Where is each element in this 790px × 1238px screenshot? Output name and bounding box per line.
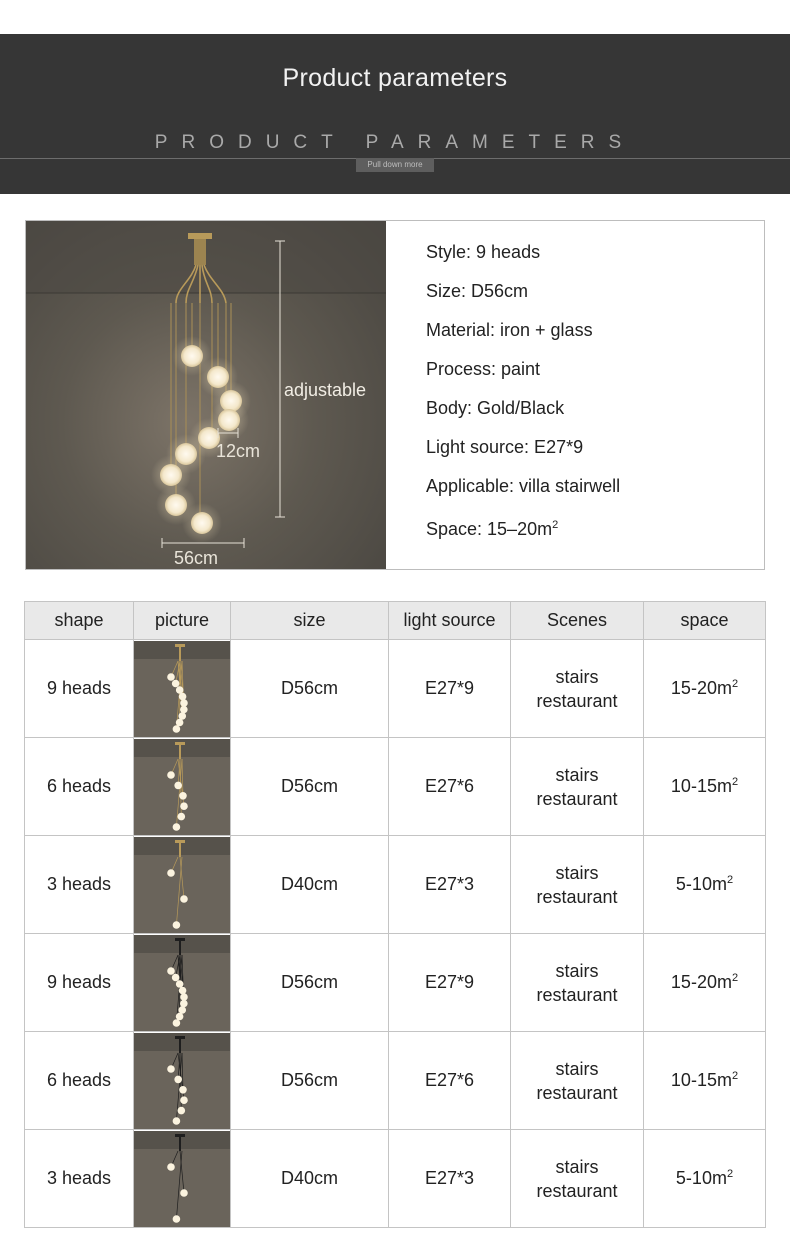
thumbnail-globe — [173, 1215, 181, 1223]
space-unit-exponent: 2 — [726, 1168, 734, 1180]
shape-cell: 3 heads — [25, 836, 134, 934]
scene-stairs: stairs — [555, 960, 599, 981]
thumbnail-globe — [176, 718, 184, 726]
spec-box — [25, 220, 765, 570]
scenes-cell — [511, 1032, 644, 1130]
space-value: 10-15m — [670, 776, 732, 796]
scene-restaurant: restaurant — [536, 886, 618, 907]
size-cell: D56cm — [231, 1032, 389, 1130]
thumbnail-globe — [178, 712, 186, 720]
scene-restaurant: restaurant — [536, 690, 618, 711]
shape-cell: 6 heads — [25, 738, 134, 836]
height-label: adjustable — [284, 380, 367, 400]
col-header-space: space — [644, 602, 766, 640]
picture-cell — [134, 934, 231, 1032]
spec-list — [426, 239, 620, 551]
picture-cell — [134, 836, 231, 934]
space-unit-exponent: 2 — [731, 776, 739, 788]
scenes-cell — [511, 934, 644, 1032]
glass-globes — [151, 336, 251, 543]
product-thumbnail — [134, 837, 230, 933]
table-row — [25, 836, 766, 934]
thumbnail-globe — [173, 725, 181, 733]
spec-size: Size: D56cm — [426, 281, 529, 301]
scene-stairs: stairs — [555, 862, 599, 883]
picture-cell — [134, 1032, 231, 1130]
product-photo — [26, 221, 386, 569]
size-cell: D40cm — [231, 836, 389, 934]
table-header-row — [25, 602, 766, 640]
col-header-picture: picture — [134, 602, 231, 640]
thumbnail-globe — [180, 802, 188, 810]
table-row — [25, 1130, 766, 1228]
product-thumbnail — [134, 935, 230, 1031]
spec-material: Material: iron + glass — [426, 320, 593, 340]
thumbnail-globe — [178, 1006, 186, 1014]
table-bottom-rule — [24, 1227, 765, 1228]
table-row — [25, 934, 766, 1032]
space-unit-exponent: 2 — [731, 1070, 739, 1082]
scene-stairs: stairs — [555, 666, 599, 687]
space-unit-exponent: 2 — [731, 972, 739, 984]
space-cell — [644, 836, 766, 934]
thumbnail-globe — [167, 967, 175, 975]
thumbnail-globe — [179, 1086, 187, 1094]
chandelier-illustration — [26, 221, 386, 569]
thumbnail-globe — [167, 1065, 175, 1073]
thumbnail-globe — [180, 993, 188, 1001]
thumbnail-globe — [173, 921, 181, 929]
spec-space: Space: $15-20m^2$ — [426, 519, 559, 539]
thumbnail-globe — [173, 1117, 181, 1125]
product-thumbnail — [134, 1131, 230, 1227]
thumbnail-globe — [179, 986, 187, 994]
table-row — [25, 1032, 766, 1130]
thumbnail-globe — [174, 781, 182, 789]
thumbnail-globe — [167, 1163, 175, 1171]
thumbnail-globe — [176, 1012, 184, 1020]
canopy — [188, 233, 212, 239]
thumbnail-globe — [180, 705, 188, 713]
thumbnail-globe — [179, 792, 187, 800]
header-banner — [0, 34, 790, 194]
picture-cell — [134, 1130, 231, 1228]
ball-size-label: 12cm — [216, 441, 261, 461]
parameter-table — [24, 601, 766, 1228]
scene-restaurant: restaurant — [536, 984, 618, 1005]
thumbnail-globe — [176, 980, 184, 988]
spec-style: Style: 9 heads — [426, 242, 541, 262]
space-cell — [644, 1130, 766, 1228]
spec-light-source: Light source: E27*9 — [426, 437, 584, 457]
space-cell — [644, 934, 766, 1032]
shape-cell: 3 heads — [25, 1130, 134, 1228]
table-row — [25, 640, 766, 738]
shape-cell: 6 heads — [25, 1032, 134, 1130]
space-unit-exponent: 2 — [731, 678, 739, 690]
spec-process: Process: paint — [426, 359, 541, 379]
light-source-cell: E27*6 — [389, 738, 511, 836]
light-source-cell: E27*9 — [389, 934, 511, 1032]
thumbnail-globe — [167, 673, 175, 681]
thumbnail-globe — [180, 999, 188, 1007]
product-thumbnail — [134, 739, 230, 835]
space-value: 5-10m — [675, 1168, 727, 1188]
light-source-cell: E27*6 — [389, 1032, 511, 1130]
space-value: 10-15m — [670, 1070, 732, 1090]
size-cell: D56cm — [231, 640, 389, 738]
scene-restaurant: restaurant — [536, 788, 618, 809]
scenes-cell — [511, 1130, 644, 1228]
thumbnail-globe — [172, 679, 180, 687]
thumbnail-globe — [172, 973, 180, 981]
scene-stairs: stairs — [555, 1058, 599, 1079]
space-cell — [644, 640, 766, 738]
width-label: 56cm — [174, 548, 219, 568]
space-value: 15-20m — [670, 972, 732, 992]
col-header-size: size — [231, 602, 389, 640]
banner-subtitle: PRODUCT PARAMETERS — [154, 132, 636, 153]
thumbnail-globe — [180, 1189, 188, 1197]
thumbnail-globe — [173, 1019, 181, 1027]
pull-down-hint: Pull down more — [356, 158, 434, 172]
shape-cell: 9 heads — [25, 640, 134, 738]
thumbnail-globe — [177, 1106, 185, 1114]
thumbnail-globe — [167, 771, 175, 779]
scenes-cell — [511, 836, 644, 934]
thumbnail-globe — [180, 699, 188, 707]
product-thumbnail — [134, 641, 230, 737]
spec-applicable: Applicable: villa stairwell — [426, 476, 621, 496]
col-header-light-source: light source — [389, 602, 511, 640]
scenes-cell — [511, 640, 644, 738]
thumbnail-globe — [167, 869, 175, 877]
space-value: 15-20m — [670, 678, 732, 698]
light-source-cell: E27*3 — [389, 1130, 511, 1228]
picture-cell — [134, 738, 231, 836]
col-header-scenes: Scenes — [511, 602, 644, 640]
light-source-cell: E27*3 — [389, 836, 511, 934]
thumbnail-globe — [176, 686, 184, 694]
shape-cell: 9 heads — [25, 934, 134, 1032]
spec-body: Body: Gold/Black — [426, 398, 565, 418]
space-unit-exponent: 2 — [726, 874, 734, 886]
scene-restaurant: restaurant — [536, 1082, 618, 1103]
thumbnail-globe — [180, 895, 188, 903]
picture-cell — [134, 640, 231, 738]
scene-stairs: stairs — [555, 764, 599, 785]
product-thumbnail — [134, 1033, 230, 1129]
space-value: 5-10m — [675, 874, 727, 894]
space-cell — [644, 738, 766, 836]
scene-stairs: stairs — [555, 1156, 599, 1177]
size-cell: D56cm — [231, 934, 389, 1032]
size-cell: D40cm — [231, 1130, 389, 1228]
thumbnail-globe — [180, 1096, 188, 1104]
scene-restaurant: restaurant — [536, 1180, 618, 1201]
table-row — [25, 738, 766, 836]
size-cell: D56cm — [231, 738, 389, 836]
thumbnail-globe — [177, 812, 185, 820]
thumbnail-globe — [174, 1075, 182, 1083]
banner-title: Product parameters — [282, 64, 508, 92]
thumbnail-globe — [179, 692, 187, 700]
space-cell — [644, 1032, 766, 1130]
thumbnail-globe — [173, 823, 181, 831]
col-header-shape: shape — [25, 602, 134, 640]
light-source-cell: E27*9 — [389, 640, 511, 738]
scenes-cell — [511, 738, 644, 836]
